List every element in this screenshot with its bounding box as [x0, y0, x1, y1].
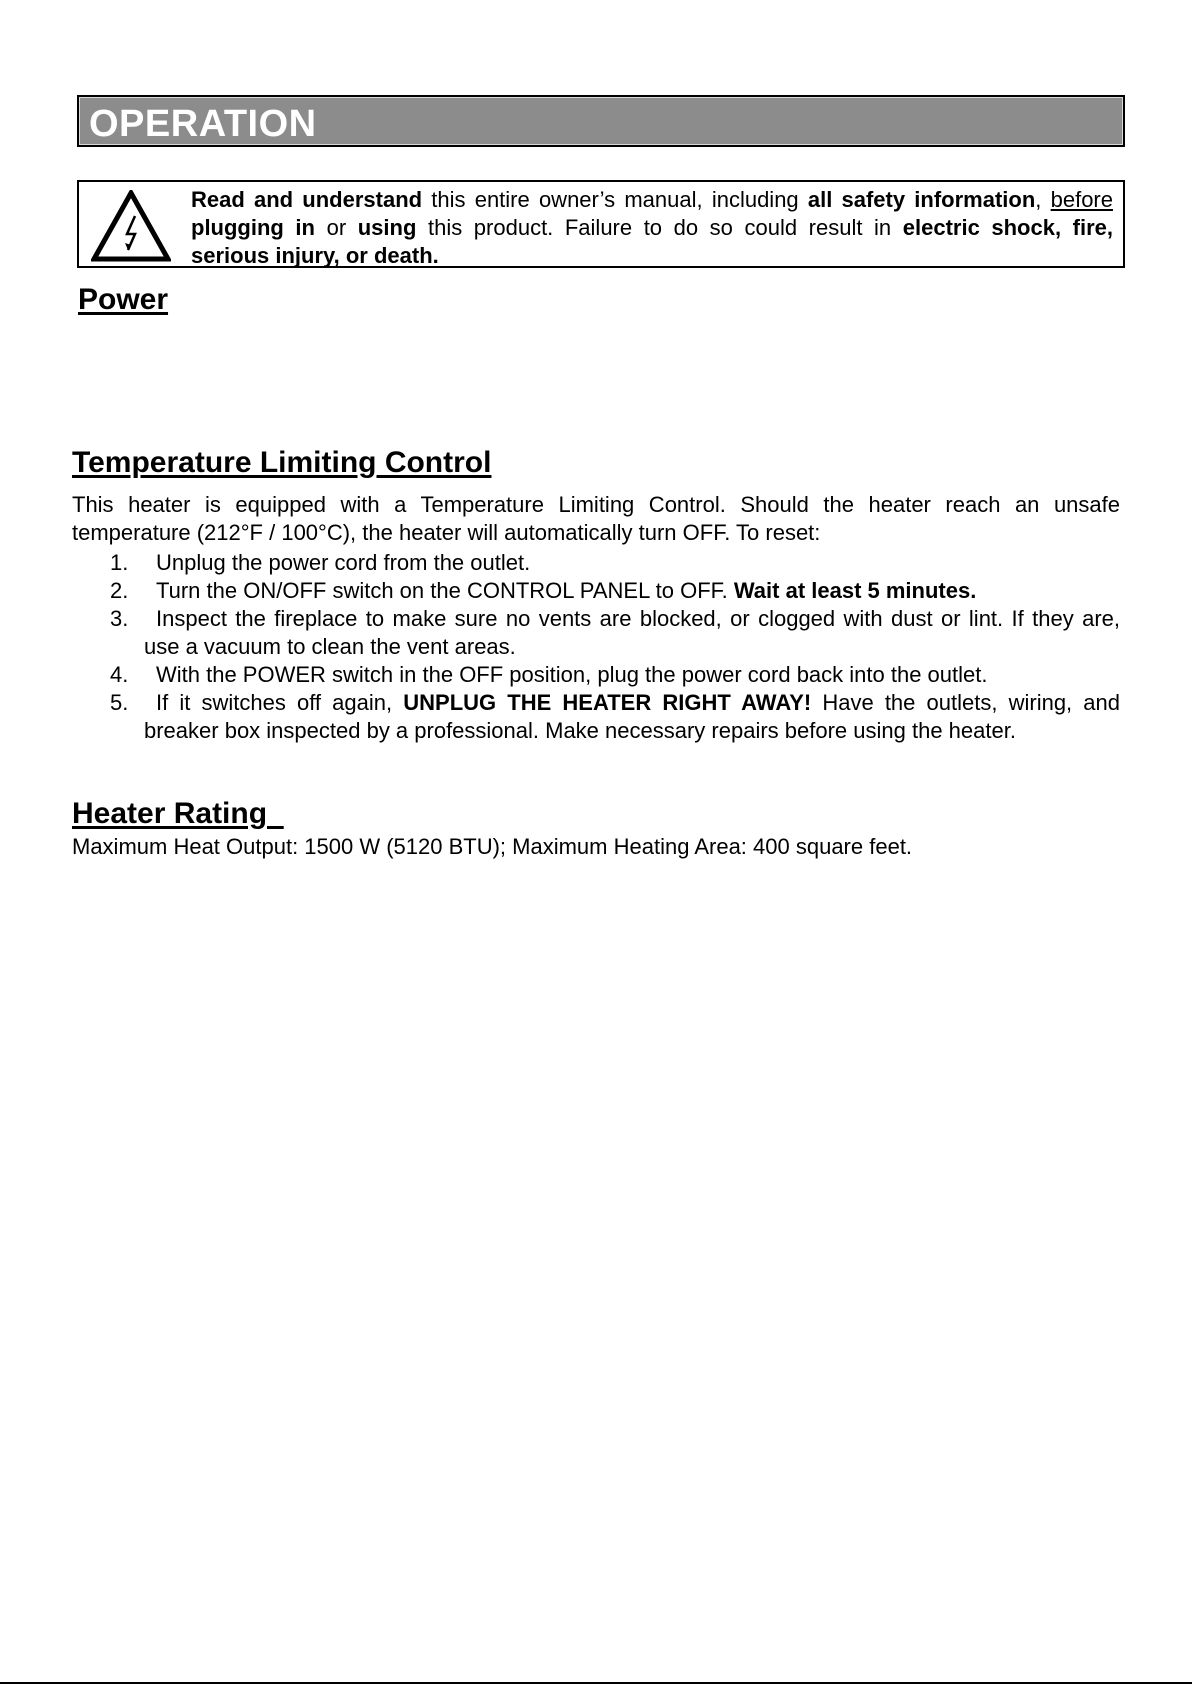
heater-rating-heading: Heater Rating	[72, 797, 284, 830]
list-item	[72, 577, 1120, 605]
step-bold-text: UNPLUG THE HEATER RIGHT AWAY!	[403, 690, 812, 715]
warning-text-span: ,	[1035, 187, 1051, 212]
electric-hazard-icon	[91, 190, 171, 262]
warning-text-span: or	[315, 215, 358, 240]
reset-steps-list	[72, 549, 1120, 745]
step-text	[144, 605, 1120, 661]
step-text-span: Have the outlets, wiring, and breaker box inspected by a professional. Make necessary repairs before using the heater.	[144, 690, 1121, 743]
warning-bold-using: using	[357, 215, 417, 240]
step-text-span: If it switches off again,	[156, 690, 404, 715]
warning-bold-read: Read and understand	[191, 187, 423, 212]
step-text	[144, 689, 1120, 745]
step-number: 2.	[110, 578, 129, 603]
list-item	[72, 689, 1120, 745]
warning-text-span: this product. Failure to do so could result in	[416, 215, 903, 240]
warning-bold-safety: all safety information	[807, 187, 1036, 212]
bottom-divider	[0, 1682, 1192, 1684]
temperature-heading: Temperature Limiting Control	[72, 446, 492, 479]
step-text	[144, 661, 1120, 689]
step-number: 4.	[110, 662, 129, 687]
step-number: 5.	[110, 690, 129, 715]
section-header-bar	[77, 95, 1125, 147]
heater-rating-text: Maximum Heat Output: 1500 W (5120 BTU); Maximum Heating Area: 400 square feet.	[72, 834, 913, 859]
step-text-span: Turn the ON/OFF switch on the CONTROL PANEL to OFF.	[156, 578, 734, 603]
temperature-intro: This heater is equipped with a Temperature Limiting Control. Should the heater reach an unsafe temperature (212°F / 100°C), the heater will automatically turn OFF. To reset:	[72, 492, 1120, 545]
step-number: 3.	[110, 606, 129, 631]
step-text-span: Inspect the fireplace to make sure no vents are blocked, or clogged with dust or lint. If they are, use a vacuum to clean the vent areas.	[144, 606, 1120, 659]
power-heading: Power	[78, 283, 169, 316]
list-item	[72, 549, 1120, 577]
warning-underline-before: before	[1050, 187, 1113, 212]
step-text-span: Unplug the power cord from the outlet.	[156, 550, 531, 575]
warning-text-span: this entire owner’s manual, including	[422, 187, 808, 212]
step-number: 1.	[110, 550, 129, 575]
step-text	[144, 577, 1120, 605]
section-title: OPERATION	[89, 103, 317, 145]
safety-warning-box	[77, 180, 1125, 268]
warning-bold-consequence: electric shock, fire, serious injury, or death.	[191, 215, 1114, 268]
step-bold-text: Wait at least 5 minutes.	[733, 578, 977, 603]
list-item	[72, 661, 1120, 689]
step-text-span: With the POWER switch in the OFF position, plug the power cord back into the outlet.	[156, 662, 988, 687]
warning-bold-plugging: plugging in	[191, 215, 315, 240]
warning-text	[191, 186, 1113, 270]
list-item	[72, 605, 1120, 661]
step-text	[144, 549, 1120, 577]
